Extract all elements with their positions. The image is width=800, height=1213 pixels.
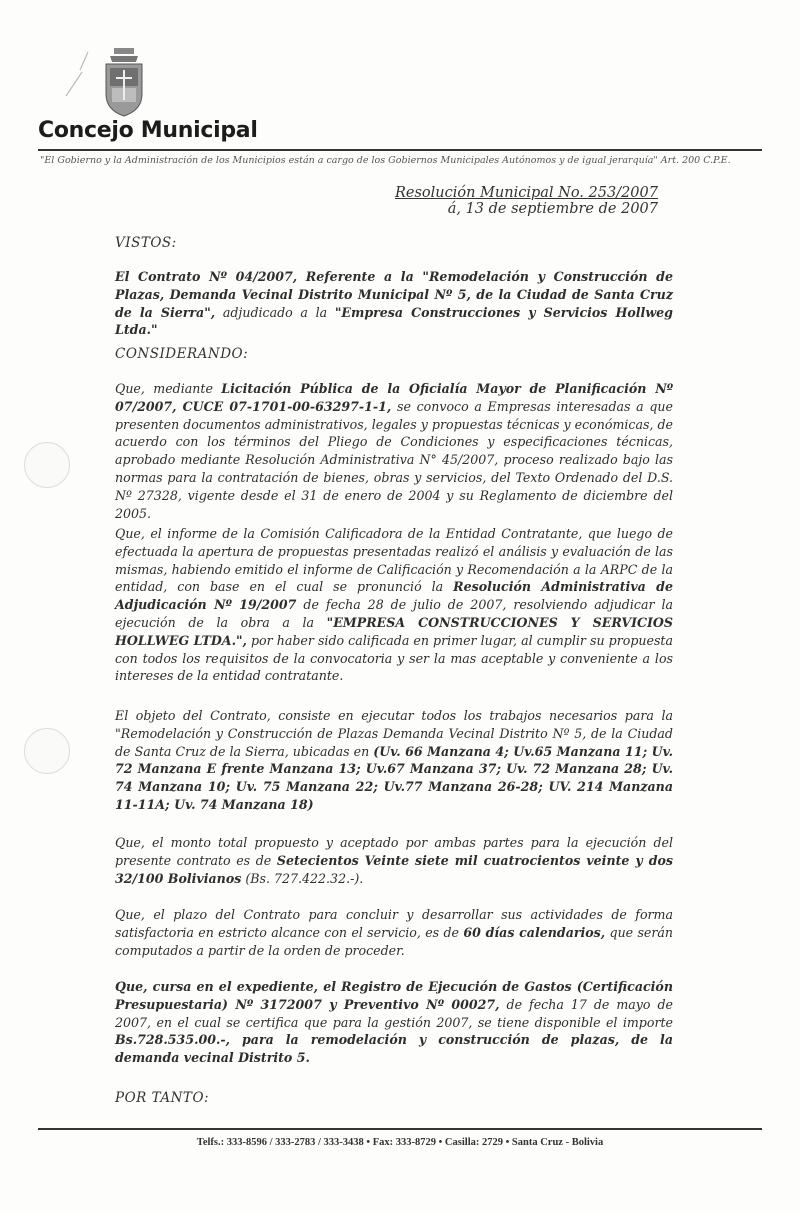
resolution-date: á, 13 de septiembre de 2007 — [447, 201, 658, 217]
text-span: por haber sido calificada en primer lugar, al cumplir su propuesta con todos los requisitos de la convocatoria y ser la mas aceptable y conveniente a los intereses de la entidad contratante. — [115, 632, 673, 684]
text-span: Que, el monto total propuesto y aceptado por ambas partes para la ejecución del presente contrato es de — [115, 835, 673, 868]
paragraph-object — [115, 707, 673, 814]
header-motto: "El Gobierno y la Administración de los Municipios están a cargo de los Gobiernos Municipales Autónomos y de igual jerarquía" Art. 200 C.P.E. — [40, 155, 731, 166]
heading-vistos: VISTOS: — [115, 235, 177, 251]
budget-certification: Que, cursa en el expediente, el Registro de Ejecución de Gastos (Certificación Presupuestaria) Nº 3172007 y Preventivo Nº 00027, — [115, 979, 673, 1012]
text-span: de fecha 28 de julio de 2007, resolviendo adjudicar la ejecución de la obra a la — [115, 597, 673, 630]
punch-hole — [24, 442, 70, 488]
footer-contact: Telfs.: 333-8596 / 333-2783 / 333-3438 • Fax: 333-8729 • Casilla: 2729 • Santa Cruz - Bolivia — [196, 1137, 604, 1148]
company-name-upper: "EMPRESA CONSTRUCCIONES Y SERVICIOS HOLLWEG LTDA.", — [115, 614, 673, 648]
text-span: Que, el informe de la Comisión Calificadora de la Entidad Contratante, que luego de efectuada la apertura de propuestas presentadas realizó el análisis y evaluación de las mismas, habiendo emitido el informe de Calificación y Recomendación a la ARPC de la entidad, con base en el cual se pronunció la — [115, 526, 673, 595]
heading-considerando: CONSIDERANDO: — [115, 346, 249, 362]
resolution-number: Resolución Municipal No. 253/2007 — [394, 185, 658, 201]
pen-mark-icon — [62, 50, 92, 100]
header-divider — [38, 149, 762, 151]
text-span: de fecha 17 de mayo de 2007, en el cual se certifica que para la gestión 2007, se tiene disponible el importe — [115, 996, 673, 1030]
paragraph-licitacion — [115, 380, 673, 522]
text-span: Que, mediante — [115, 381, 222, 396]
term-days: 60 días calendarios, — [463, 924, 606, 940]
amount-words: Setecientos Veinte siete mil cuatrocientos veinte y dos 32/100 Bolivianos — [115, 852, 673, 886]
contract-reference: El Contrato Nº 04/2007, Referente a la "Remodelación y Construcción de Plazas, Demanda Vecinal Distrito Municipal Nº 5, de la Ciudad de Santa Cruz de la Sierra", — [115, 269, 673, 320]
budget-amount: Bs.728.535.00.-, para la remodelación y construcción de plazas, de la demanda vecinal Distrito 5. — [115, 1032, 673, 1066]
paragraph-contract — [115, 268, 673, 339]
text-span: adjudicado a la — [215, 304, 335, 320]
resolution-block — [395, 185, 658, 217]
organization-title: Concejo Municipal — [38, 118, 258, 143]
heading-por-tanto: POR TANTO: — [115, 1090, 210, 1106]
paragraph-budget — [115, 978, 673, 1067]
text-span: El objeto del Contrato, consiste en ejecutar todos los trabajos necesarios para la "Remodelación y Construcción de Plazas Demanda Vecinal Distrito Nº 5, de la Ciudad de Santa Cruz de la Sierra, ubicadas en — [115, 708, 673, 759]
paragraph-amount — [115, 834, 673, 887]
locations-list: (Uv. 66 Manzana 4; Uv.65 Manzana 11; Uv. 72 Manzana E frente Manzana 13; Uv.67 Manzana 37; Uv. 72 Manzana 28; Uv. 74 Manzana 10; Uv. 75 Manzana 22; Uv.77 Manzana 26-28; UV. 214 Manzana 11-11A; Uv. 74 Manzana 18) — [115, 743, 674, 812]
amount-figure: (Bs. 727.422.32.-). — [241, 870, 364, 886]
adjudication-resolution: Resolución Administrativa de Adjudicación Nº 19/2007 — [115, 579, 673, 613]
paragraph-commission — [115, 525, 673, 685]
company-name: "Empresa Construcciones y Servicios Hollweg Ltda." — [115, 304, 673, 338]
coat-of-arms-icon — [100, 48, 148, 118]
footer-divider — [38, 1128, 762, 1130]
punch-hole — [24, 728, 70, 774]
tender-reference: Licitación Pública de la Oficialía Mayor de Planificación Nº 07/2007, CUCE 07-1701-00-63297-1-1, — [115, 381, 674, 414]
text-span: Que, el plazo del Contrato para concluir y desarrollar sus actividades de forma satisfactoria en estricto alcance con el servicio, es de — [115, 907, 673, 940]
text-span: se convoco a Empresas interesadas a que presenten documentos administrativos, legales y propuestas técnicas y económicas, de acuerdo con los términos del Pliego de Condiciones y especificaciones técnicas, aprobado mediante Resolución Administrativa N° 45/2007, proceso realizado bajo las normas para la contratación de bienes, obras y servicios, del Texto Ordenado del D.S. Nº 27328, vigente desde el 31 de enero de 2004 y su Reglamento de diciembre del 2005. — [115, 398, 673, 521]
paragraph-term — [115, 906, 673, 959]
text-span: que serán computados a partir de la orden de proceder. — [115, 924, 674, 958]
